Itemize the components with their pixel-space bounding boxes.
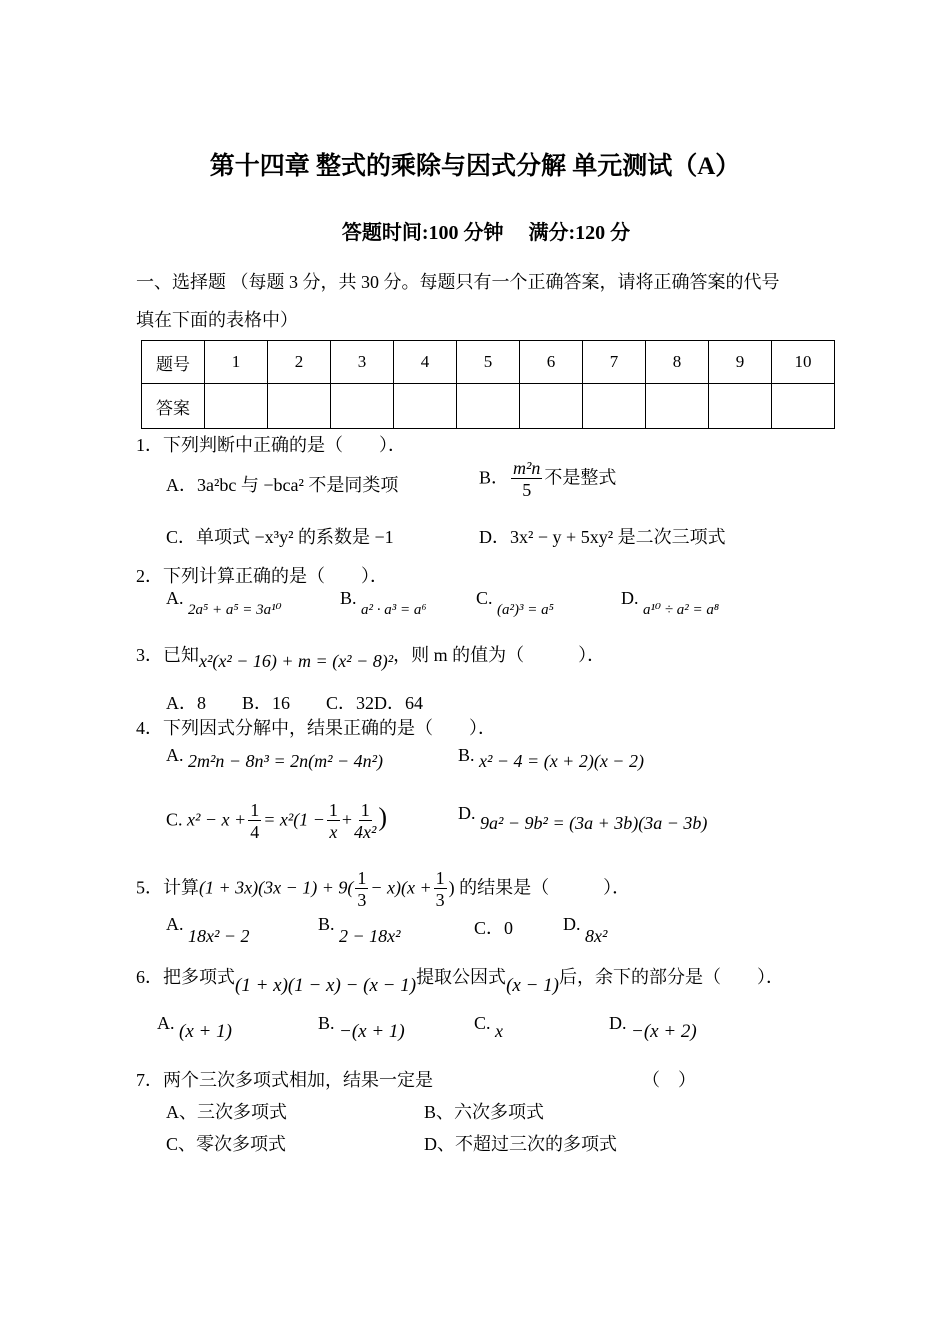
answer-cell[interactable] (268, 384, 331, 429)
fraction-denominator: 5 (522, 480, 532, 500)
q1-option-d (479, 523, 726, 549)
q7-option-a: A、三次多项式 (166, 1102, 287, 1122)
q1-option-a (166, 471, 398, 497)
option-label: B. (318, 914, 335, 934)
answer-cell[interactable] (457, 384, 520, 429)
option-label: C. (476, 588, 493, 608)
q-number: 10 (772, 341, 835, 384)
fraction-denominator: 3 (435, 890, 445, 910)
q-number: 9 (709, 341, 772, 384)
answer-cell[interactable] (331, 384, 394, 429)
fraction-numerator: 1 (435, 868, 445, 888)
q-number: 6 (520, 341, 583, 384)
question-6-stem (136, 963, 784, 996)
q5-option-a (166, 914, 250, 946)
option-text: 3a²bc 与 −bca² 不是同类项 (197, 475, 399, 495)
question-5-stem (136, 868, 630, 911)
fraction-numerator: m²n (513, 458, 541, 478)
table-row-numbers (142, 341, 835, 384)
answer-table (141, 340, 835, 429)
section-heading-cont: 填在下面的表格中） (136, 310, 298, 330)
section-heading: 一、选择题 （每题 3 分，共 30 分。每题只有一个正确答案，请将正确答案的代号 (136, 272, 780, 292)
q1-option-c (166, 523, 394, 549)
answer-cell[interactable] (583, 384, 646, 429)
stem-text: 6．把多项式 (136, 967, 235, 987)
q-number: 4 (394, 341, 457, 384)
option-label: A． (166, 475, 197, 495)
option-label: D. (609, 1013, 627, 1033)
option-label: A. (157, 1013, 175, 1033)
option-label: D. (621, 588, 639, 608)
q4-option-c (166, 800, 387, 843)
option-text: 9a² − 9b² = (3a + 3b)(3a − 3b) (480, 813, 708, 833)
option-text: 2a⁵ + a⁵ = 3a¹⁰ (188, 602, 282, 618)
row-header-number: 题号 (142, 341, 205, 384)
stem-text: 提取公因式 (416, 967, 507, 987)
option-text: −(x + 2) (631, 1021, 697, 1042)
page-title: 第十四章 整式的乘除与因式分解 单元测试（A） (209, 153, 741, 180)
q6-option-b (318, 1013, 405, 1042)
question-7-stem: 7．两个三次多项式相加，结果一定是 (136, 1070, 433, 1090)
option-label: A. (166, 745, 184, 765)
q7-option-b: B、六次多项式 (424, 1102, 545, 1122)
fraction-denominator: 4 (250, 822, 260, 842)
question-2-stem: 2．下列计算正确的是（ ）． (136, 566, 388, 586)
stem-text: 的结果是（ ）． (459, 877, 631, 898)
q1-option-b (479, 458, 616, 501)
math-text: ) (378, 802, 388, 832)
option-text: 不是整式 (544, 467, 617, 488)
option-label: D. (458, 803, 476, 823)
q4-option-b (458, 745, 644, 771)
option-label: C． (474, 918, 505, 938)
option-label: A. (166, 914, 184, 934)
option-text: 3x² − y + 5xy² 是二次三项式 (510, 527, 726, 547)
option-text: 单项式 −x³y² 的系数是 −1 (196, 527, 394, 547)
stem-math: ) (448, 877, 455, 898)
q-number: 8 (646, 341, 709, 384)
fraction-numerator: 1 (328, 800, 338, 820)
stem-text: 3．已知 (136, 645, 199, 665)
option-label: B. (318, 1013, 335, 1033)
q7-option-c: C、零次多项式 (166, 1134, 287, 1154)
q6-option-c (474, 1013, 504, 1041)
q4-option-d (458, 803, 708, 833)
answer-cell[interactable] (394, 384, 457, 429)
math-text: + (341, 809, 353, 830)
option-text: 2 − 18x² (339, 926, 401, 946)
exam-info: 答题时间:100 分钟 满分:120 分 (341, 222, 631, 244)
answer-cell[interactable] (772, 384, 835, 429)
option-text: 8x² (585, 926, 608, 946)
option-text: 18x² − 2 (188, 926, 250, 946)
q7-option-d: D、不超过三次的多项式 (424, 1134, 617, 1154)
q5-option-d (563, 914, 608, 946)
option-text: 2m²n − 8n³ = 2n(m² − 4n²) (188, 751, 384, 771)
q-number: 7 (583, 341, 646, 384)
fraction-denominator: 3 (357, 890, 367, 910)
fraction-numerator: 1 (250, 800, 260, 820)
stem-math: x²(x² − 16) + m = (x² − 8)² (199, 651, 394, 671)
q3-options: A．8 B．16 C．32D．64 (166, 693, 424, 713)
option-text: a¹⁰ ÷ a² = a⁸ (643, 602, 720, 618)
stem-text: 后，余下的部分是（ ）． (558, 967, 784, 987)
answer-cell[interactable] (520, 384, 583, 429)
q2-option-c (476, 588, 554, 618)
option-label: D. (563, 914, 581, 934)
table-row-answers (142, 384, 835, 429)
option-text: −(x + 1) (339, 1021, 405, 1042)
option-label: A. (166, 588, 184, 608)
stem-math: (x − 1) (506, 975, 559, 996)
math-text: x² − x + (187, 809, 247, 830)
question-4-stem: 4．下列因式分解中，结果正确的是（ ）． (136, 718, 496, 738)
q6-option-d (609, 1013, 697, 1042)
answer-cell[interactable] (709, 384, 772, 429)
option-text: (a²)³ = a⁵ (497, 602, 554, 618)
q-number: 1 (205, 341, 268, 384)
stem-text: 5．计算 (136, 877, 199, 898)
option-label: C. (166, 809, 183, 830)
q5-option-b (318, 914, 401, 946)
answer-bracket: （ ） (642, 1070, 696, 1090)
option-label: B． (479, 467, 510, 488)
answer-cell[interactable] (646, 384, 709, 429)
q6-option-a (157, 1013, 232, 1042)
option-label: C． (166, 527, 197, 547)
option-label: B. (340, 588, 357, 608)
option-text: (x + 1) (179, 1021, 232, 1042)
question-3-stem (136, 641, 606, 671)
option-text: a² · a³ = a⁶ (361, 602, 427, 618)
fraction-numerator: 1 (360, 800, 370, 820)
q-number: 3 (331, 341, 394, 384)
q-number: 2 (268, 341, 331, 384)
option-label: B. (458, 745, 475, 765)
q5-option-c (474, 914, 513, 940)
answer-cell[interactable] (205, 384, 268, 429)
fraction-denominator: 4x² (354, 822, 377, 842)
option-text: x (495, 1021, 504, 1041)
option-text: 0 (504, 918, 514, 938)
question-1-stem: 1．下列判断中正确的是（ ）． (136, 435, 406, 455)
q2-option-a (166, 588, 282, 618)
option-label: C. (474, 1013, 491, 1033)
fraction-denominator: x (329, 822, 338, 842)
row-header-answer: 答案 (142, 384, 205, 429)
stem-text: ，则 m 的值为（ ）． (393, 645, 606, 665)
q4-option-a (166, 745, 384, 771)
option-text: x² − 4 = (x + 2)(x − 2) (479, 751, 644, 771)
stem-math: − x)(x + (370, 877, 432, 898)
fraction-numerator: 1 (357, 868, 367, 888)
math-text: = x²(1 − (263, 809, 325, 830)
stem-math: (1 + 3x)(3x − 1) + 9( (199, 877, 354, 898)
q-number: 5 (457, 341, 520, 384)
stem-math: (1 + x)(1 − x) − (x − 1) (235, 975, 417, 996)
option-label: D． (479, 527, 510, 547)
